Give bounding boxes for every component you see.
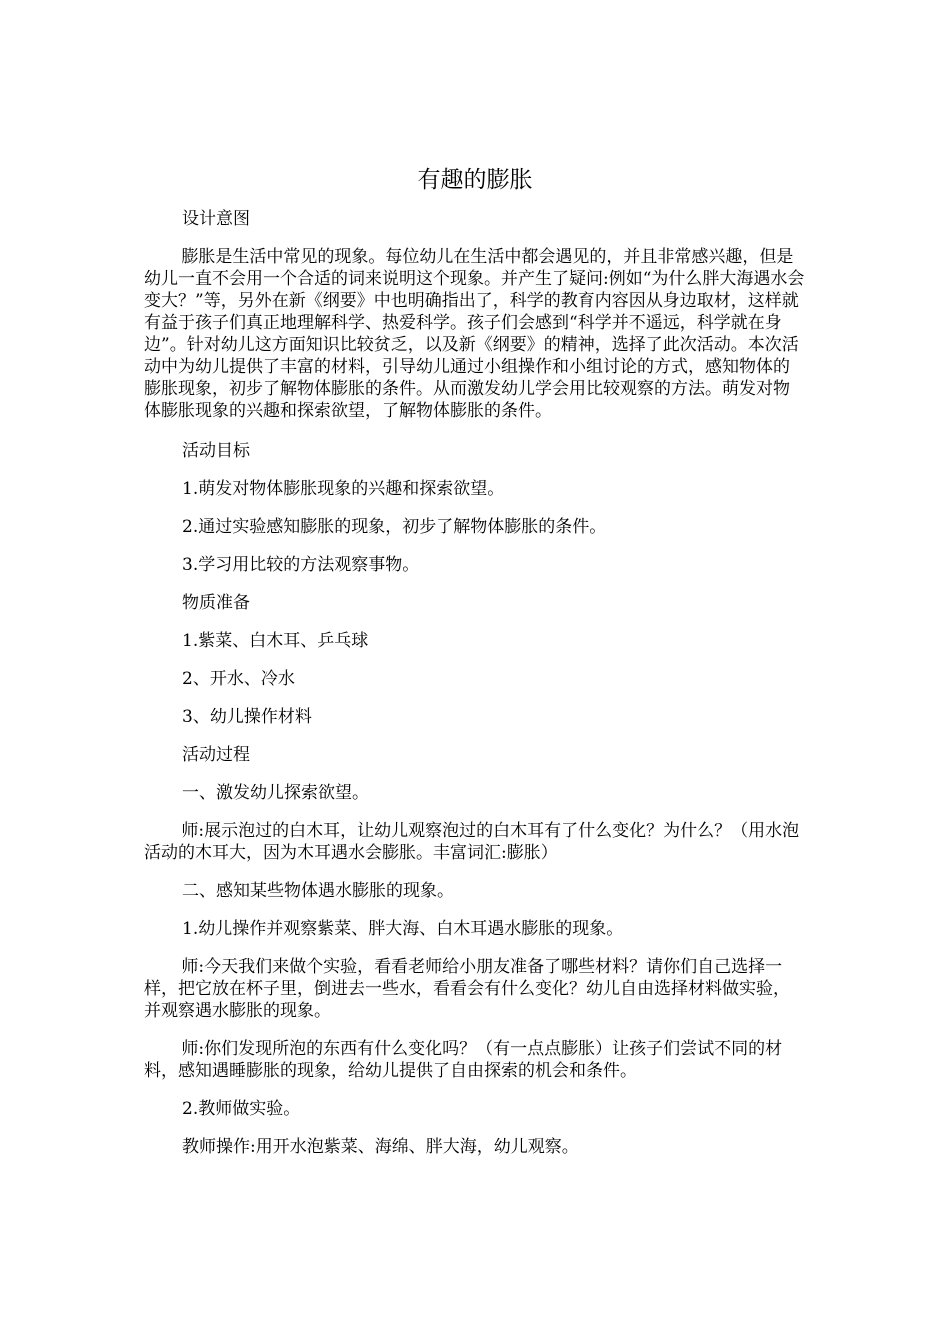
process-step-2: 二、感知某些物体遇水膨胀的现象。 bbox=[182, 881, 454, 901]
section-heading-materials: 物质准备 bbox=[182, 593, 250, 613]
section-heading-design: 设计意图 bbox=[182, 209, 250, 229]
process-step-2-1: 1.幼儿操作并观察紫菜、胖大海、白木耳遇水膨胀的现象。 bbox=[182, 919, 624, 939]
paragraph-step-2-1-a: 师:今天我们来做个实验，看看老师给小朋友准备了哪些材料？请你们自己选择一样，把它放在杯子里，倒进去一些水，看看会有什么变化？幼儿自由选择材料做实验，并观察遇水膨胀的现象。 bbox=[144, 957, 790, 1021]
material-item-3: 3、幼儿操作材料 bbox=[182, 707, 312, 727]
material-item-1: 1.紫菜、白木耳、乒乓球 bbox=[182, 631, 369, 651]
paragraph-step-1: 师:展示泡过的白木耳，让幼儿观察泡过的白木耳有了什么变化？为什么？（用水泡活动的木耳大，因为木耳遇水会膨胀。丰富词汇:膨胀） bbox=[144, 821, 800, 863]
document-body bbox=[144, 208, 806, 1158]
process-step-1: 一、激发幼儿探索欲望。 bbox=[182, 783, 369, 803]
paragraph-step-2-2: 教师操作:用开水泡紫菜、海绵、胖大海，幼儿观察。 bbox=[182, 1137, 579, 1157]
section-heading-goals: 活动目标 bbox=[182, 441, 250, 461]
goal-item-3: 3.学习用比较的方法观察事物。 bbox=[182, 555, 420, 575]
section-heading-process: 活动过程 bbox=[182, 745, 250, 765]
paragraph-step-2-1-b: 师:你们发现所泡的东西有什么变化吗？（有一点点膨胀）让孩子们尝试不同的材料，感知遇睡膨胀的现象，给幼儿提供了自由探索的机会和条件。 bbox=[144, 1039, 783, 1081]
goal-item-2: 2.通过实验感知膨胀的现象，初步了解物体膨胀的条件。 bbox=[182, 517, 607, 537]
material-item-2: 2、开水、冷水 bbox=[182, 669, 295, 689]
document-title: 有趣的膨胀 bbox=[417, 167, 533, 193]
paragraph-design-intent: 膨胀是生活中常见的现象。每位幼儿在生活中都会遇见的，并且非常感兴趣，但是幼儿一直不会用一个合适的词来说明这个现象。并产生了疑问:例如“为什么胖大海遇水会变大？”等，另外在新《纲要》中也明确指出了，科学的教育内容因从身边取材，这样就有益于孩子们真正地理解科学、热爱科学。孩子们会感到“科学并不遥远，科学就在身边”。针对幼儿这方面知识比较贫乏，以及新《纲要》的精神，选择了此次活动。本次活动中为幼儿提供了丰富的材料，引导幼儿通过小组操作和小组讨论的方式，感知物体的膨胀现象，初步了解物体膨胀的条件。从而激发幼儿学会用比较观察的方法。萌发对物体膨胀现象的兴趣和探索欲望，了解物体膨胀的条件。 bbox=[144, 247, 805, 421]
goal-item-1: 1.萌发对物体膨胀现象的兴趣和探索欲望。 bbox=[182, 479, 505, 499]
process-step-2-2: 2.教师做实验。 bbox=[182, 1099, 301, 1119]
